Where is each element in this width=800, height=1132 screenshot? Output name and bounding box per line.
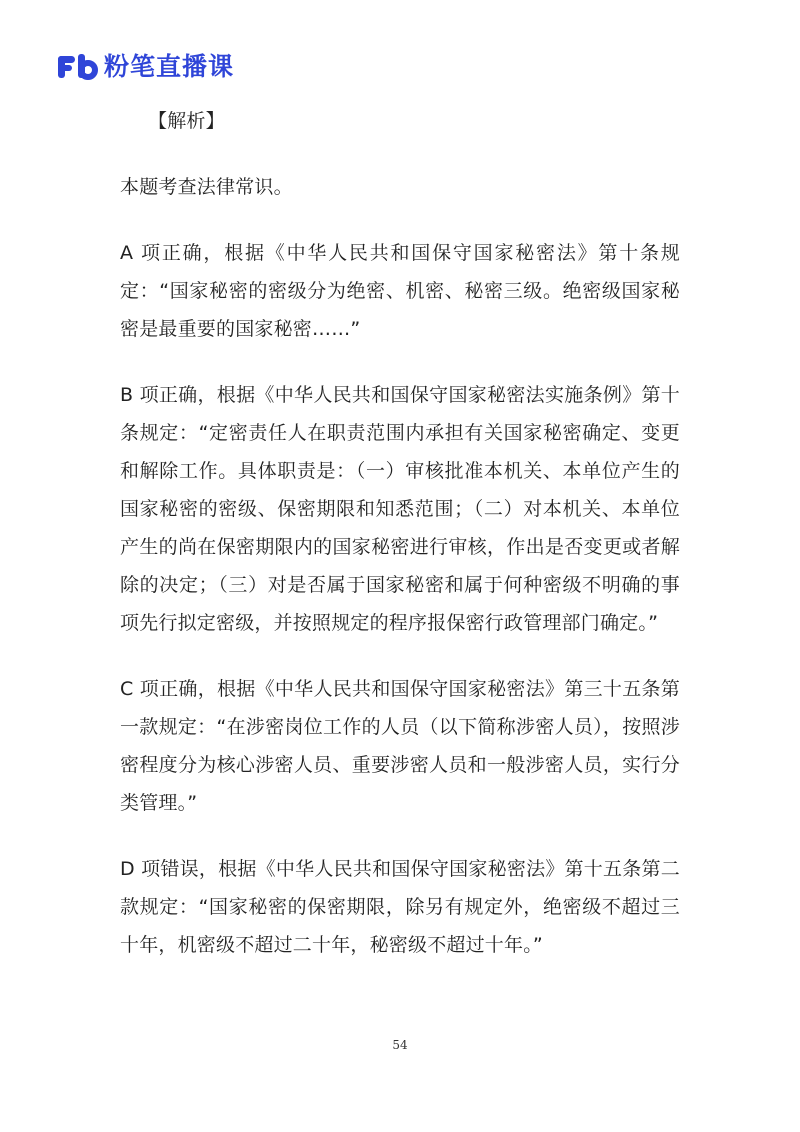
option-a-explanation: A 项正确，根据《中华人民共和国保守国家秘密法》第十条规定：“国家秘密的密级分为绝密、机密、秘密三级。绝密级国家秘密是最重要的国家秘密……” [120, 242, 680, 340]
brand-logo [56, 50, 234, 84]
page-number: 54 [392, 1038, 408, 1052]
option-d-explanation: D 项错误，根据《中华人民共和国保守国家秘密法》第十五条第二款规定：“国家秘密的保密期限，除另有规定外，绝密级不超过三十年，机密级不超过二十年，秘密级不超过十年。” [120, 858, 680, 956]
fenbi-logo-icon [56, 52, 98, 82]
analysis-intro: 本题考查法律常识。 [120, 176, 293, 198]
brand-name: 粉笔直播课 [104, 52, 235, 81]
analysis-content [120, 102, 680, 992]
analysis-heading: 【解析】 [148, 110, 225, 132]
option-c-explanation: C 项正确，根据《中华人民共和国保守国家秘密法》第三十五条第一款规定：“在涉密岗位工作的人员（以下简称涉密人员），按照涉密程度分为核心涉密人员、重要涉密人员和一般涉密人员，实行分类管理。” [120, 678, 680, 814]
option-b-explanation: B 项正确，根据《中华人民共和国保守国家秘密法实施条例》第十条规定：“定密责任人在职责范围内承担有关国家秘密确定、变更和解除工作。具体职责是：（一）审核批准本机关、本单位产生的国家秘密的密级、保密期限和知悉范围；（二）对本机关、本单位产生的尚在保密期限内的国家秘密进行审核，作出是否变更或者解除的决定；（三）对是否属于国家秘密和属于何种密级不明确的事项先行拟定密级，并按照规定的程序报保密行政管理部门确定。” [120, 384, 680, 634]
logo-text: Fb [56, 52, 58, 53]
